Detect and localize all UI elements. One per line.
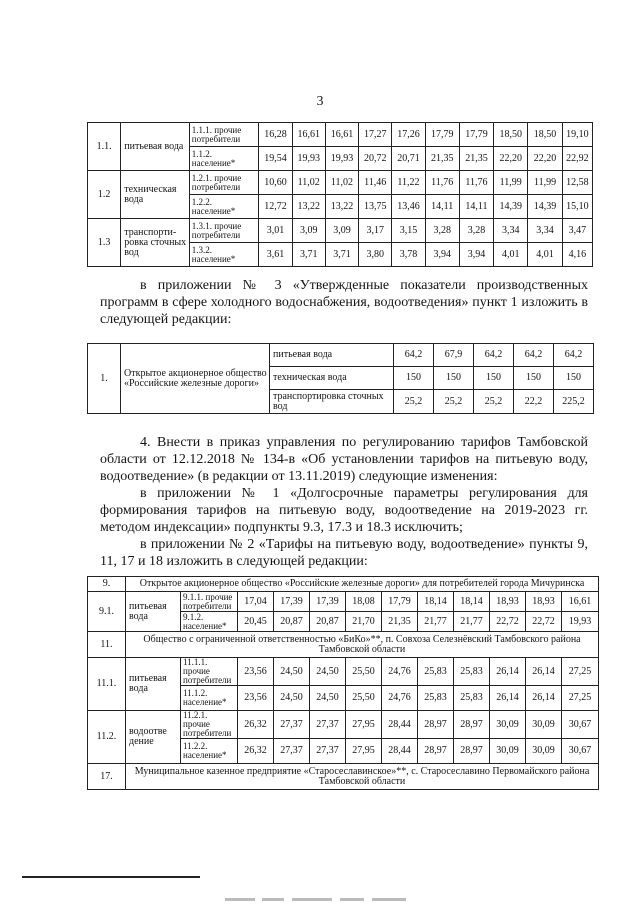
tariff-value-cell: 30,67: [562, 739, 599, 764]
organization-cell: Открытое акционерное общество «Российские железные дороги»: [121, 344, 270, 414]
tariff-value-cell: 3,47: [562, 219, 592, 243]
consumer-category-cell: 11.2.2. население*: [181, 739, 238, 764]
indicator-value-cell: 64,2: [514, 344, 554, 367]
tariff-value-cell: 3,71: [292, 243, 325, 267]
tariff-value-cell: 27,37: [274, 739, 310, 764]
tariff-value-cell: 21,77: [418, 612, 454, 632]
tariff-value-cell: 17,39: [310, 592, 346, 612]
tariff-value-cell: 28,97: [418, 739, 454, 764]
tariff-value-cell: 3,94: [425, 243, 459, 267]
tariff-value-cell: 11,99: [494, 171, 528, 195]
row-number-cell: 1.2: [88, 171, 121, 219]
tariff-value-cell: 19,93: [562, 612, 599, 632]
tariff-value-cell: 23,56: [238, 686, 274, 711]
tariff-value-cell: 26,14: [526, 658, 562, 686]
tariff-value-cell: 15,10: [562, 195, 592, 219]
section-title-cell: Муниципальное казенное предприятие «Старосеславинское»**, с. Старосеславино Первомайского района Тамбовской области: [126, 764, 599, 790]
tariff-value-cell: 11,99: [528, 171, 562, 195]
paragraph-item-4: 4. Внести в приказ управления по регулированию тарифов Тамбовской области от 12.12.2018 № 134-в «Об установлении тарифов на питьевую воду, водоотведение» (в редакции от 13.11.2019) следующие изменения:: [100, 435, 588, 484]
paragraph-appendix-3: в приложении № 3 «Утвержденные показатели производственных программ в сфере холодного водоснабжения, водоотведения» пункт 1 изложить в следующей редакции:: [100, 278, 588, 327]
tariff-value-cell: 26,14: [490, 658, 526, 686]
tariff-value-cell: 14,11: [459, 195, 493, 219]
indicator-value-cell: 25,2: [474, 390, 514, 414]
consumer-category-cell: 9.1.1. прочие потребители: [181, 592, 238, 612]
indicator-value-cell: 25,2: [394, 390, 434, 414]
tariff-value-cell: 25,83: [454, 686, 490, 711]
service-name-cell: техническая вода: [121, 171, 190, 219]
tariff-value-cell: 12,72: [259, 195, 292, 219]
tariff-value-cell: 16,61: [325, 123, 358, 147]
tariff-value-cell: 30,09: [526, 711, 562, 739]
tariff-value-cell: 21,35: [382, 612, 418, 632]
tariff-value-cell: 16,61: [292, 123, 325, 147]
tariff-value-cell: 24,50: [274, 658, 310, 686]
indicator-value-cell: 150: [434, 367, 474, 390]
row-number-cell: 1.3: [88, 219, 121, 267]
tariff-value-cell: 28,97: [454, 711, 490, 739]
tariff-value-cell: 30,09: [526, 739, 562, 764]
paragraph-appendix-2: в приложении № 2 «Тарифы на питьевую воду, водоотведение» пункты 9, 11, 17 и 18 изложить в следующей редакции:: [100, 537, 588, 569]
consumer-category-cell: 1.2.1. прочие потребители: [189, 171, 259, 195]
tariff-value-cell: 27,37: [310, 711, 346, 739]
paragraph-appendix-1: в приложении № 1 «Долгосрочные параметры регулирования для формирования тарифов на питьевую воду, водоотведение на 2019-2023 гг. методом индексации» подпункты 9.3, 17.3 и 18.3 исключить;: [100, 486, 588, 535]
tariff-value-cell: 20,87: [274, 612, 310, 632]
tariff-value-cell: 17,79: [425, 123, 459, 147]
tariff-value-cell: 28,97: [454, 739, 490, 764]
table-row: [88, 344, 594, 367]
service-name-cell: транспорти-ровка сточных вод: [121, 219, 190, 267]
indicators-table: [87, 343, 594, 414]
tariff-value-cell: 24,76: [382, 686, 418, 711]
consumer-category-cell: 1.1.2. население*: [189, 147, 259, 171]
consumer-category-cell: 11.1.2. население*: [181, 686, 238, 711]
tariff-value-cell: 28,44: [382, 711, 418, 739]
tariff-value-cell: 11,76: [425, 171, 459, 195]
table-row: [88, 123, 593, 147]
section-number-cell: 17.: [88, 764, 126, 790]
tariff-value-cell: 3,09: [292, 219, 325, 243]
tariff-value-cell: 20,45: [238, 612, 274, 632]
table-row: [88, 764, 599, 790]
tariff-value-cell: 11,02: [325, 171, 358, 195]
bottom-rule: [22, 876, 200, 878]
tariff-value-cell: 30,67: [562, 711, 599, 739]
consumer-category-cell: 11.1.1. прочие потребители: [181, 658, 238, 686]
tariff-value-cell: 25,50: [346, 658, 382, 686]
tariff-value-cell: 20,87: [310, 612, 346, 632]
tariff-value-cell: 19,93: [325, 147, 358, 171]
tariff-value-cell: 24,50: [274, 686, 310, 711]
tariff-value-cell: 3,28: [425, 219, 459, 243]
tariff-value-cell: 3,34: [528, 219, 562, 243]
tariff-value-cell: 4,01: [494, 243, 528, 267]
consumer-category-cell: 1.3.1. прочие потребители: [189, 219, 259, 243]
tariff-value-cell: 22,72: [490, 612, 526, 632]
table-row: [88, 711, 599, 739]
tariff-value-cell: 14,39: [528, 195, 562, 219]
tariff-value-cell: 13,22: [325, 195, 358, 219]
tariff-value-cell: 24,76: [382, 658, 418, 686]
tariff-value-cell: 27,37: [310, 739, 346, 764]
tariff-value-cell: 23,56: [238, 658, 274, 686]
tariff-value-cell: 3,28: [459, 219, 493, 243]
service-name-cell: питьевая вода: [121, 123, 190, 171]
tariff-value-cell: 3,17: [359, 219, 392, 243]
section-title-cell: Открытое акционерное общество «Российские железные дороги» для потребителей города Мичуринска: [126, 577, 599, 592]
tariff-value-cell: 21,77: [454, 612, 490, 632]
tariff-value-cell: 3,34: [494, 219, 528, 243]
tariff-value-cell: 18,93: [526, 592, 562, 612]
tariff-value-cell: 27,37: [274, 711, 310, 739]
tariff-value-cell: 3,94: [459, 243, 493, 267]
indicator-value-cell: 22,2: [514, 390, 554, 414]
tariff-value-cell: 19,10: [562, 123, 592, 147]
tariff-value-cell: 25,83: [454, 658, 490, 686]
tariff-value-cell: 3,61: [259, 243, 292, 267]
tariff-value-cell: 28,97: [418, 711, 454, 739]
tariff-value-cell: 13,22: [292, 195, 325, 219]
tariff-value-cell: 27,25: [562, 658, 599, 686]
consumer-category-cell: 9.1.2. население*: [181, 612, 238, 632]
tariff-value-cell: 3,80: [359, 243, 392, 267]
row-number-cell: 11.2.: [88, 711, 126, 764]
tariff-value-cell: 17,79: [382, 592, 418, 612]
tariff-value-cell: 4,01: [528, 243, 562, 267]
tariff-value-cell: 20,71: [392, 147, 425, 171]
tariff-value-cell: 17,79: [459, 123, 493, 147]
tariff-value-cell: 18,14: [454, 592, 490, 612]
tariff-value-cell: 28,44: [382, 739, 418, 764]
tariff-value-cell: 3,15: [392, 219, 425, 243]
indicator-value-cell: 67,9: [434, 344, 474, 367]
consumer-category-cell: 1.3.2. население*: [189, 243, 259, 267]
table-row: [88, 592, 599, 612]
tariff-table-2: [87, 576, 599, 790]
tariff-value-cell: 14,11: [425, 195, 459, 219]
row-number-cell: 1.: [88, 344, 121, 414]
tariff-value-cell: 11,02: [292, 171, 325, 195]
tariff-value-cell: 3,78: [392, 243, 425, 267]
consumer-category-cell: 1.2.2. население*: [189, 195, 259, 219]
tariff-value-cell: 26,32: [238, 739, 274, 764]
indicator-label-cell: питьевая вода: [270, 344, 394, 367]
tariff-value-cell: 11,46: [359, 171, 392, 195]
tariff-value-cell: 19,54: [259, 147, 292, 171]
tariff-value-cell: 17,04: [238, 592, 274, 612]
tariff-value-cell: 24,50: [310, 686, 346, 711]
consumer-category-cell: 11.2.1. прочие потребители: [181, 711, 238, 739]
tariff-value-cell: 22,92: [562, 147, 592, 171]
tariff-value-cell: 21,35: [459, 147, 493, 171]
tariff-value-cell: 27,95: [346, 711, 382, 739]
tariff-value-cell: 19,93: [292, 147, 325, 171]
tariff-value-cell: 25,50: [346, 686, 382, 711]
tariff-value-cell: 25,83: [418, 686, 454, 711]
section-number-cell: 9.: [88, 577, 126, 592]
tariff-value-cell: 22,20: [494, 147, 528, 171]
tariff-value-cell: 27,25: [562, 686, 599, 711]
tariff-value-cell: 22,72: [526, 612, 562, 632]
indicator-value-cell: 225,2: [554, 390, 594, 414]
service-name-cell: питьевая вода: [126, 592, 181, 632]
tariff-value-cell: 3,09: [325, 219, 358, 243]
table-row: [88, 577, 599, 592]
tariff-value-cell: 18,08: [346, 592, 382, 612]
indicator-value-cell: 150: [514, 367, 554, 390]
tariff-value-cell: 16,61: [562, 592, 599, 612]
scan-artifact: [0, 895, 639, 905]
tariff-value-cell: 13,46: [392, 195, 425, 219]
consumer-category-cell: 1.1.1. прочие потребители: [189, 123, 259, 147]
tariff-value-cell: 10,60: [259, 171, 292, 195]
indicator-value-cell: 25,2: [434, 390, 474, 414]
tariff-value-cell: 17,26: [392, 123, 425, 147]
tariff-value-cell: 21,70: [346, 612, 382, 632]
tariff-value-cell: 11,76: [459, 171, 493, 195]
row-number-cell: 9.1.: [88, 592, 126, 632]
tariff-value-cell: 16,28: [259, 123, 292, 147]
tariff-value-cell: 17,27: [359, 123, 392, 147]
row-number-cell: 1.1.: [88, 123, 121, 171]
service-name-cell: питьевая вода: [126, 658, 181, 711]
tariff-value-cell: 22,20: [528, 147, 562, 171]
indicator-value-cell: 150: [474, 367, 514, 390]
section-title-cell: Общество с ограниченной ответственностью «БиКо»**, п. Совхоза Селезнёвский Тамбовского района Тамбовской области: [126, 632, 599, 658]
indicator-value-cell: 64,2: [474, 344, 514, 367]
tariff-value-cell: 18,50: [528, 123, 562, 147]
table-row: [88, 219, 593, 243]
table-row: [88, 658, 599, 686]
tariff-value-cell: 26,32: [238, 711, 274, 739]
tariff-value-cell: 14,39: [494, 195, 528, 219]
tariff-table-1: [87, 122, 593, 267]
tariff-value-cell: 17,39: [274, 592, 310, 612]
tariff-value-cell: 3,71: [325, 243, 358, 267]
tariff-value-cell: 30,09: [490, 711, 526, 739]
tariff-value-cell: 26,14: [526, 686, 562, 711]
tariff-value-cell: 24,50: [310, 658, 346, 686]
tariff-value-cell: 25,83: [418, 658, 454, 686]
tariff-value-cell: 21,35: [425, 147, 459, 171]
table-row: [88, 171, 593, 195]
indicator-label-cell: техническая вода: [270, 367, 394, 390]
tariff-value-cell: 12,58: [562, 171, 592, 195]
indicator-value-cell: 150: [554, 367, 594, 390]
page-number: 3: [316, 94, 324, 109]
indicator-label-cell: транспортировка сточных вод: [270, 390, 394, 414]
tariff-value-cell: 20,72: [359, 147, 392, 171]
table-row: [88, 632, 599, 658]
indicator-value-cell: 64,2: [554, 344, 594, 367]
service-name-cell: водоотве дение: [126, 711, 181, 764]
indicator-value-cell: 64,2: [394, 344, 434, 367]
tariff-value-cell: 3,01: [259, 219, 292, 243]
tariff-value-cell: 13,75: [359, 195, 392, 219]
indicator-value-cell: 150: [394, 367, 434, 390]
section-number-cell: 11.: [88, 632, 126, 658]
tariff-value-cell: 30,09: [490, 739, 526, 764]
tariff-value-cell: 27,95: [346, 739, 382, 764]
tariff-value-cell: 18,93: [490, 592, 526, 612]
tariff-value-cell: 4,16: [562, 243, 592, 267]
tariff-value-cell: 18,14: [418, 592, 454, 612]
tariff-value-cell: 18,50: [494, 123, 528, 147]
tariff-value-cell: 11,22: [392, 171, 425, 195]
row-number-cell: 11.1.: [88, 658, 126, 711]
tariff-value-cell: 26,14: [490, 686, 526, 711]
